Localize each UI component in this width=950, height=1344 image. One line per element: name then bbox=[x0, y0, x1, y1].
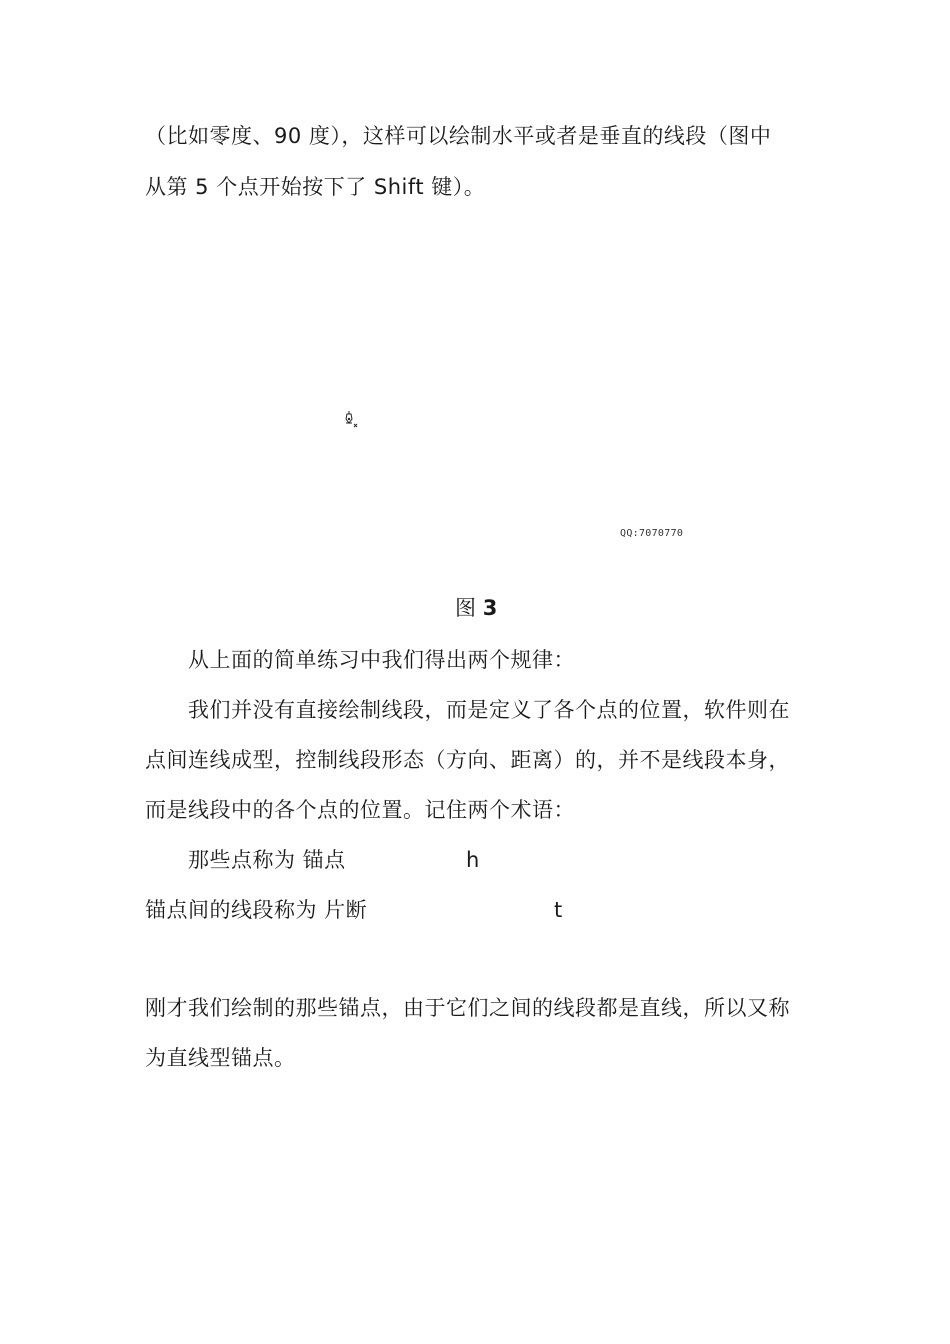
paragraph-line: 为直线型锚点。 bbox=[145, 1046, 296, 1070]
paragraph-line: 而是线段中的各个点的位置。记住两个术语： bbox=[145, 798, 575, 822]
term-segment-label: 锚点间的线段称为 片断 bbox=[145, 898, 368, 922]
figure-caption bbox=[455, 594, 497, 622]
figure-3 bbox=[145, 230, 805, 570]
pen-tool-icon bbox=[342, 410, 362, 430]
figure-watermark: QQ:7070770 bbox=[620, 528, 684, 539]
paragraph-line: 从第 5 个点开始按下了 Shift 键）。 bbox=[145, 175, 486, 199]
paragraph-line: 我们并没有直接绘制线段，而是定义了各个点的位置，软件则在 bbox=[188, 698, 790, 722]
paragraph-line: 从上面的简单练习中我们得出两个规律： bbox=[188, 648, 575, 672]
paragraph-line: （比如零度、90 度），这样可以绘制水平或者是垂直的线段（图中 bbox=[145, 124, 772, 148]
term-segment-english: t bbox=[554, 898, 563, 922]
paragraph-line: 刚才我们绘制的那些锚点，由于它们之间的线段都是直线，所以又称 bbox=[145, 996, 790, 1020]
term-anchor-label: 那些点称为 锚点 bbox=[188, 848, 346, 872]
term-anchor-english: h bbox=[466, 848, 480, 872]
caption-prefix: 图 bbox=[455, 596, 476, 620]
paragraph-line: 点间连线成型，控制线段形态（方向、距离）的，并不是线段本身， bbox=[145, 748, 790, 772]
caption-number: 3 bbox=[482, 596, 498, 620]
